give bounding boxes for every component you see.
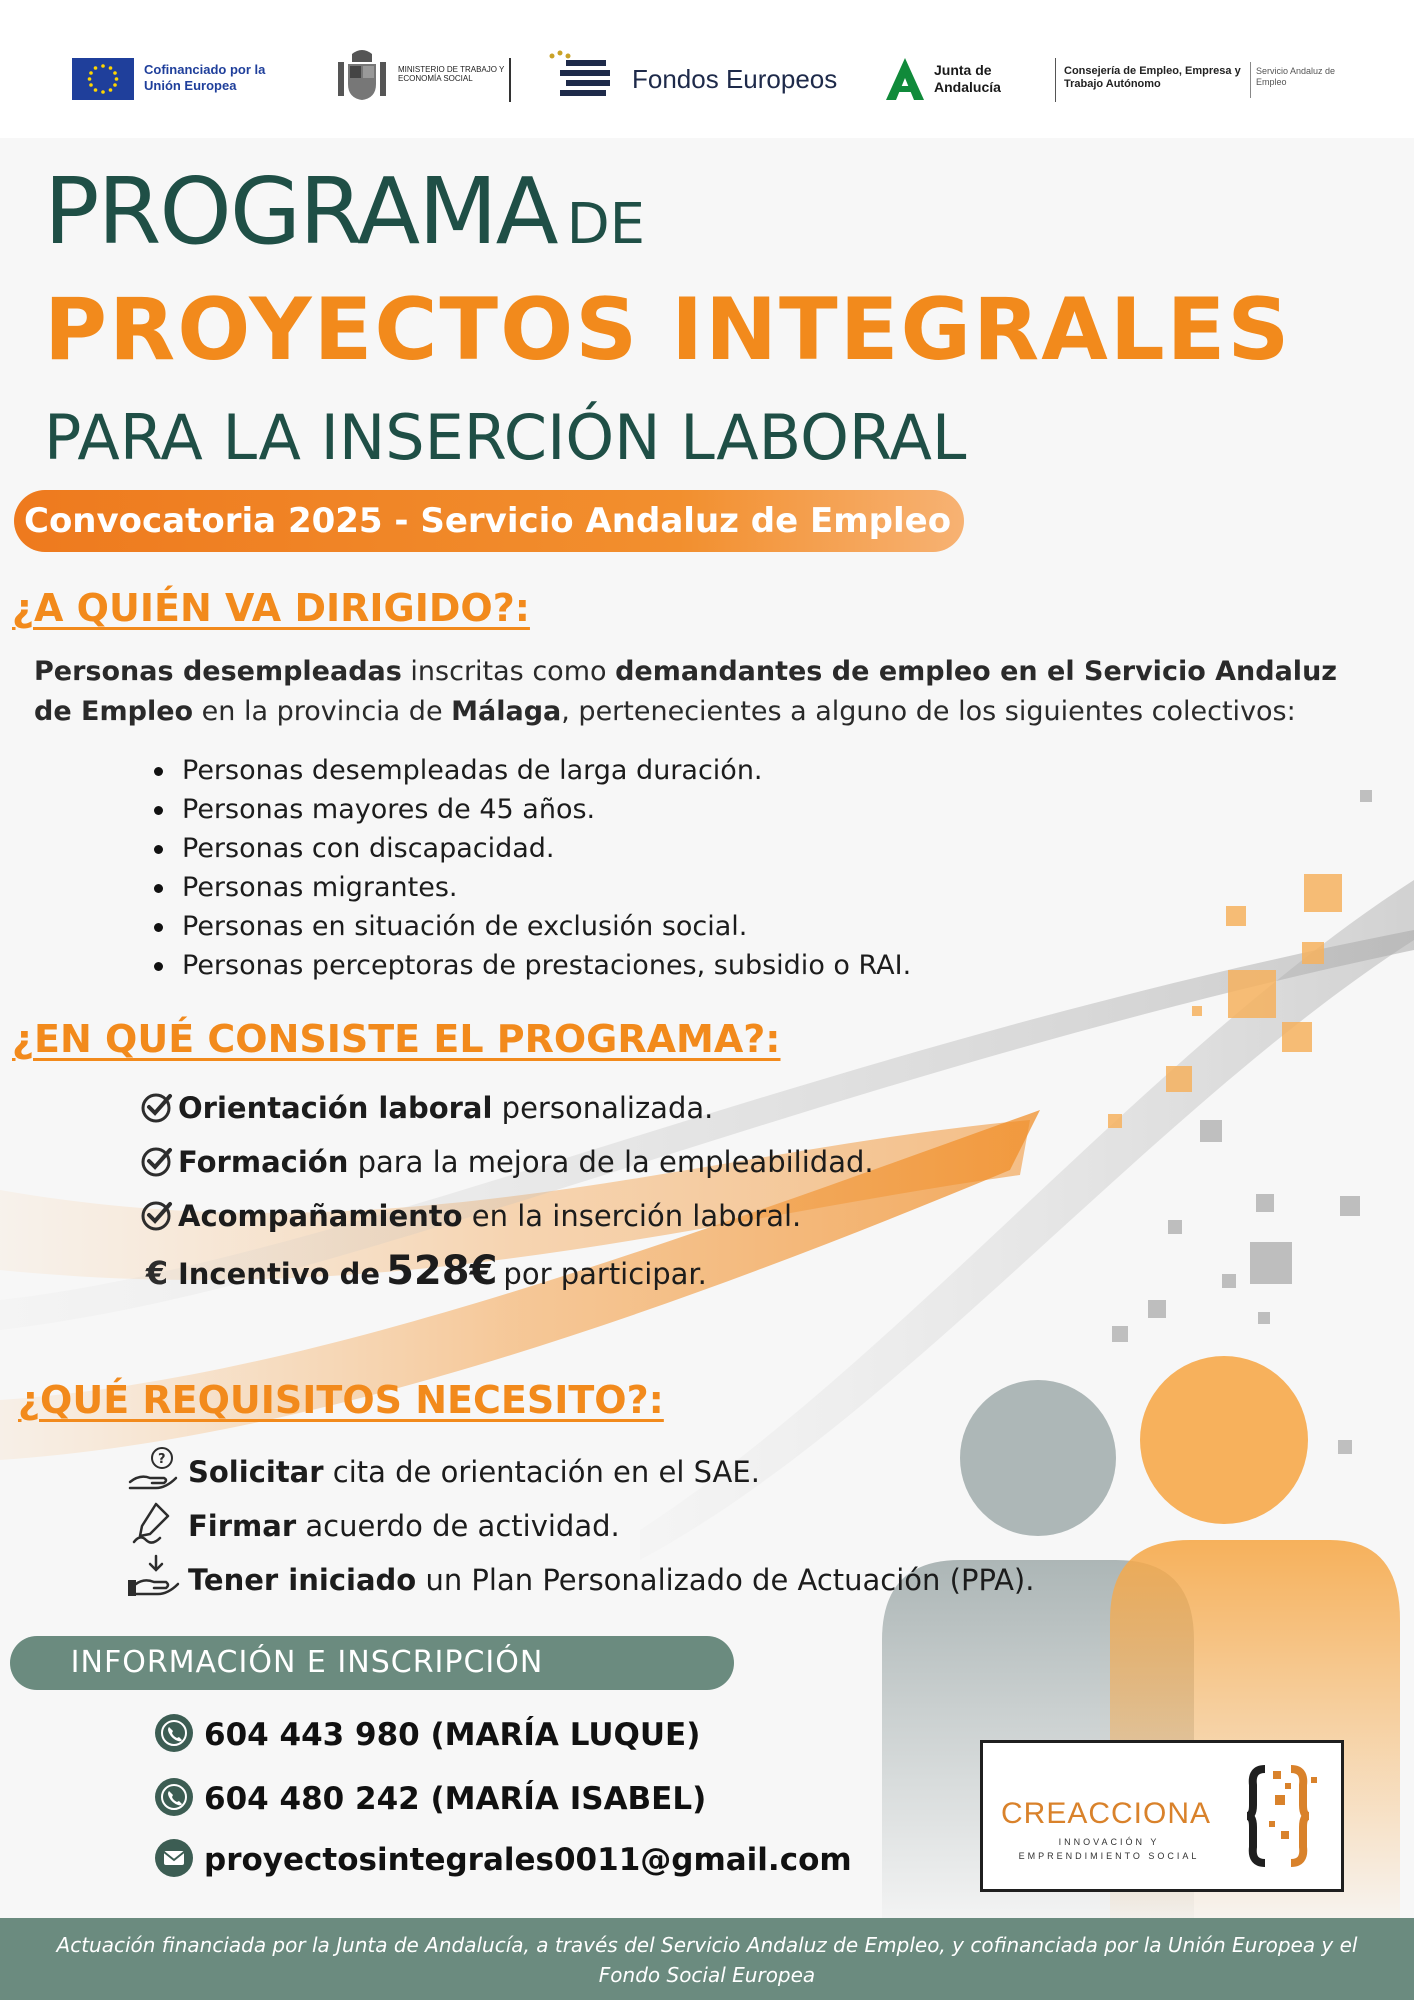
section-heading-requirements: ¿QUÉ REQUISITOS NECESITO?: xyxy=(18,1378,664,1422)
program-item xyxy=(140,1090,713,1125)
program-item xyxy=(140,1144,874,1179)
list-item: Personas migrantes. xyxy=(150,868,911,907)
signing-hand-icon xyxy=(126,1500,182,1546)
intro-bold-1: Personas desempleadas xyxy=(34,656,402,687)
phone-contact[interactable] xyxy=(154,1777,706,1817)
title-line-1 xyxy=(44,158,645,265)
intro-text-1: inscritas como xyxy=(401,656,616,687)
check-circle-icon xyxy=(140,1198,174,1232)
info-banner xyxy=(10,1636,734,1690)
list-item: Personas en situación de exclusión social. xyxy=(150,907,911,946)
program-item xyxy=(140,1198,801,1233)
bracket-logo-icon xyxy=(1245,1761,1323,1871)
title-line-2: PROYECTOS INTEGRALES xyxy=(44,280,1292,380)
intro-bold-3: Málaga xyxy=(451,696,562,727)
footer-text: Actuación financiada por la Junta de Andalucía, a través del Servicio Andaluz de Empleo, y cofinanciada por la Unión Europea y el Fondo Social Europea xyxy=(56,1933,1358,1987)
section-heading-program: ¿EN QUÉ CONSISTE EL PROGRAMA?: xyxy=(12,1017,781,1061)
ministry-label: MINISTERIO DE TRABAJO Y ECONOMÍA SOCIAL xyxy=(398,65,505,83)
convocatoria-banner xyxy=(14,490,964,552)
divider xyxy=(1250,62,1251,98)
eu-flag-icon xyxy=(72,58,134,100)
question-hand-icon xyxy=(126,1446,182,1492)
divider xyxy=(1055,58,1056,102)
intro-bold-2: demandantes de empleo en el Servicio Andaluz de Empleo xyxy=(34,656,1338,727)
check-circle-icon xyxy=(140,1090,174,1124)
requirement-item xyxy=(126,1500,620,1546)
list-item: Personas desempleadas de larga duración. xyxy=(150,751,911,790)
section-heading-target: ¿A QUIÉN VA DIRIGIDO?: xyxy=(12,586,530,630)
email-contact[interactable] xyxy=(154,1838,852,1878)
phone-contact[interactable] xyxy=(154,1713,700,1753)
divider xyxy=(509,58,511,102)
receiving-hand-icon xyxy=(126,1554,182,1600)
requirement-bold: Solicitar xyxy=(188,1455,324,1489)
mail-icon xyxy=(154,1838,194,1878)
target-intro xyxy=(34,652,1384,732)
requirement-item xyxy=(126,1554,1034,1600)
incentive-text: por participar. xyxy=(503,1257,707,1291)
target-groups-list xyxy=(150,751,911,985)
incentive-label: Incentivo de xyxy=(178,1257,381,1291)
list-item: Personas mayores de 45 años. xyxy=(150,790,911,829)
info-heading: INFORMACIÓN E INSCRIPCIÓN xyxy=(70,1645,544,1680)
requirement-bold: Tener iniciado xyxy=(188,1563,417,1597)
requirement-item xyxy=(126,1446,760,1492)
org-tagline: INNOVACIÓN Y EMPRENDIMIENTO SOCIAL xyxy=(1018,1837,1200,1861)
check-circle-icon xyxy=(140,1144,174,1178)
european-funds-icon xyxy=(546,50,624,102)
email-address: proyectosintegrales0011@gmail.com xyxy=(204,1842,852,1878)
requirement-text: acuerdo de actividad. xyxy=(296,1509,620,1543)
phone-1: 604 443 980 (MARÍA LUQUE) xyxy=(204,1717,701,1753)
logo-bar xyxy=(0,0,1414,138)
title-programa: PROGRAMA xyxy=(44,158,557,265)
incentive-amount: 528€ xyxy=(386,1248,498,1294)
requirement-text: cita de orientación en el SAE. xyxy=(323,1455,760,1489)
requirement-text: un Plan Personalizado de Actuación (PPA). xyxy=(416,1563,1035,1597)
title-de: DE xyxy=(566,192,646,257)
creacciona-logo xyxy=(980,1740,1344,1892)
phone-icon xyxy=(154,1777,194,1817)
program-item-text: para la mejora de la empleabilidad. xyxy=(348,1145,874,1179)
footer-banner xyxy=(0,1918,1414,2000)
program-item-bold: Acompañamiento xyxy=(178,1199,463,1233)
spain-coat-of-arms-icon xyxy=(332,48,392,104)
program-item-text: personalizada. xyxy=(492,1091,714,1125)
program-item-text: en la inserción laboral. xyxy=(462,1199,802,1233)
eu-cofinancing-label: Cofinanciado por la Unión Europea xyxy=(144,62,266,93)
program-item-bold: Formación xyxy=(178,1145,349,1179)
intro-text-3: , pertenecientes a alguno de los siguientes colectivos: xyxy=(561,696,1296,727)
program-item-bold: Orientación laboral xyxy=(178,1091,493,1125)
sae-label: Servicio Andaluz de Empleo xyxy=(1256,66,1336,87)
phone-icon xyxy=(154,1713,194,1753)
junta-andalucia-icon xyxy=(884,56,926,102)
intro-text-2: en la provincia de xyxy=(193,696,452,727)
program-item-incentive xyxy=(140,1248,707,1294)
list-item: Personas perceptoras de prestaciones, subsidio o RAI. xyxy=(150,946,911,985)
junta-andalucia-label: Junta de Andalucía xyxy=(934,62,1001,95)
phone-2: 604 480 242 (MARÍA ISABEL) xyxy=(204,1781,707,1817)
requirement-bold: Firmar xyxy=(188,1509,297,1543)
title-line-3: PARA LA INSERCIÓN LABORAL xyxy=(44,401,967,474)
svg-text:?: ? xyxy=(158,1452,166,1467)
european-funds-label: Fondos Europeos xyxy=(632,64,838,94)
euro-icon: € xyxy=(145,1254,169,1292)
consejeria-label: Consejería de Empleo, Empresa y Trabajo Autónomo xyxy=(1064,65,1241,90)
convocatoria-label: Convocatoria 2025 - Servicio Andaluz de Empleo xyxy=(24,501,952,541)
org-name: CREACCIONA xyxy=(1001,1797,1212,1830)
list-item: Personas con discapacidad. xyxy=(150,829,911,868)
